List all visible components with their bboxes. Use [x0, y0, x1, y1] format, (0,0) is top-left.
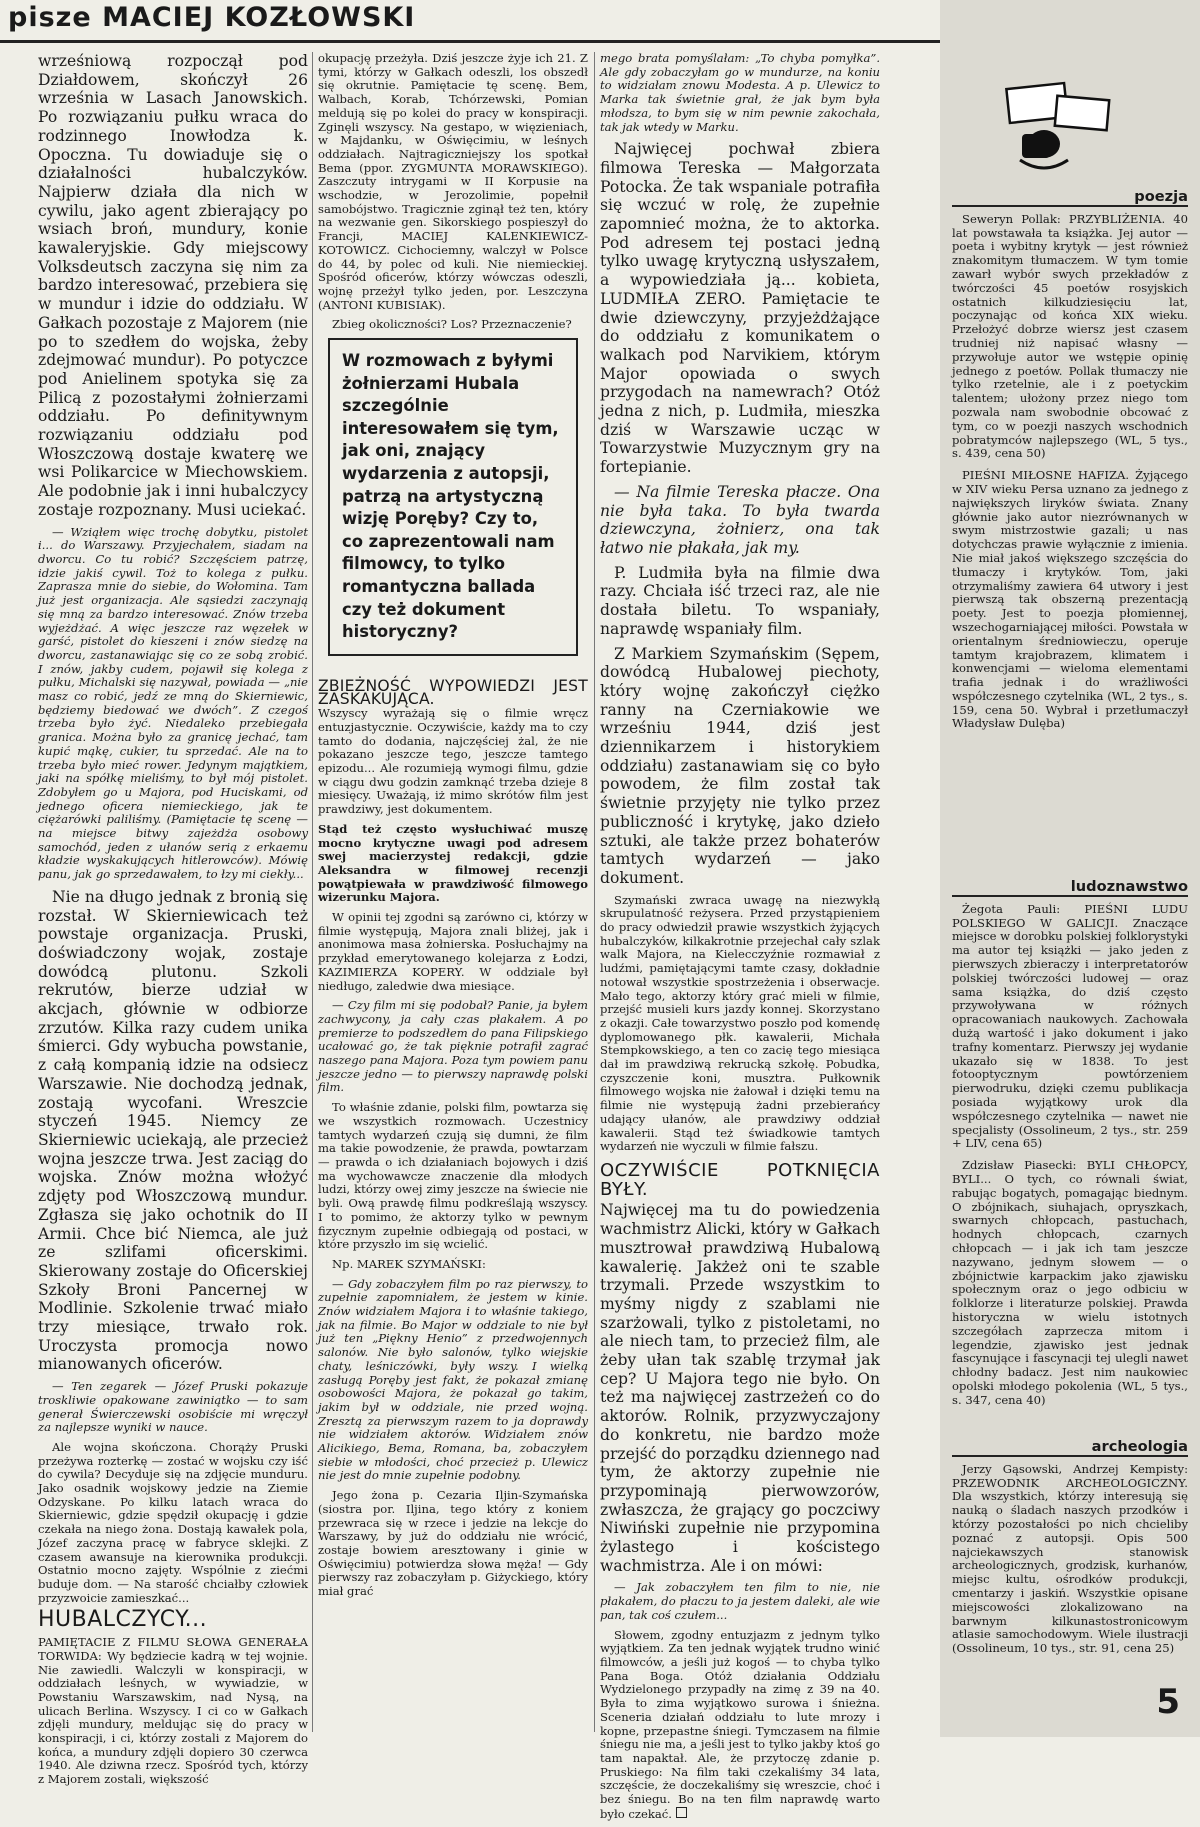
- review-item: PIEŚNI MIŁOSNE HAFIZA. Żyjącego w XIV wieku Persa uznano za jednego z największych liryków świata. Znany głównie jako autor niezrównanych w swym mistrzostwie gazali; u nas dotychczas prawie wyłącznie z imienia. Nie miał jakoś większego szczęścia do tłumaczy i krytyków. Tom, jaki otrzymaliśmy zawiera 64 utwory i jest pierwszą tak obszerną prezentacją poety. Jest to poezja płomiennej, wszechogarniającej miłości. Powstała w orientalnym średniowieczu, operuje tamtym krajobrazem, klimatem i konwencjami — wieloma elementami trafia jednak i do wrażliwości współczesnego czytelnika (WL, 2 tys., s. 159, cena 50. Wybrał i przetłumaczył Władysław Dulęba): [952, 468, 1188, 731]
- review-item: Żegota Pauli: PIEŚNI LUDU POLSKIEGO W GALICJI. Znaczące miejsce w dorobku polskiej folklorystyki ma autor tej książki — jako jeden z pierwszych zbieraczy i interpretatorów polskiej twórczości ludowej — oraz sama książka, do dziś często przywoływana w różnych opracowaniach naukowych. Zachowała dużą wartość i jako dokument i jako trafny komentarz. Pierwszy jej wydanie ukazało się w 1838. To jest fotooptycznym powtórzeniem pierwodruku, dzięki czemu publikacja posiada wyjątkowy urok dla współczesnego czytelnika — nawet nie specjalisty (Ossolineum, 2 tys., str. 259 + LIV, cena 65): [952, 901, 1188, 1151]
- review-section-folklore: [952, 880, 1188, 1415]
- paragraph: Ale wojna skończona. Chorąży Pruski przeżywa rozterkę — zostać w wojsku czy iść do cywila? Decyduje się na zdjęcie munduru. Jako osadnik wojskowy jedzie na Ziemie Odzyskane. Po kilku latach wraca do Skierniewic, gdzie spędził okupację i gdzie czekała na niego żona. Dostają kawałek pola, Józef zaczyna pracę w fabryce sklejki. Z czasem awansuje na kierownika produkcji. Ostatnio mocno zajęty. Wspólnie z ziećmi buduje dom. — Na starość chciałby człowiek przyzwoicie zamieszkać...: [38, 1439, 308, 1605]
- section-heading: HUBALCZYCY...: [38, 1607, 208, 1633]
- paragraph: Szymański zwraca uwagę na niezwykłą skrupulatność reżysera. Przed przystąpieniem do pracy odwiedził prawie wszystkich żyjących hubalczyków, kilkakrotnie przejechał cały szlak walk Majora, na Kielecczyźnie rozmawiał z ludźmi, pamiętającymi tamte czasy, dokładnie notował wszystkie spostrzeżenia i obserwacje. Mało tego, aktorzy który grać mieli w filmie, przejść musieli kurs jazdy konnej. Skorzystano z okazji. Całe towarzystwo poszło pod komendę dyplomowanego płk. kawalerii, Michała Stempkowskiego, a ten co zacię tego miesiąca dał im prawdziwą rekrucką szkołę. Pobudka, czyszczenie koni, musztra. Pułkownik filmowego wojska nie żałował i dzięki temu na filmie nie występują żadni przebierańcy udający ułanów, ale prawdziwy oddział kawalerii. Stąd też świadkowie tamtych wydarzeń nie wyczuli w filmie fałszu.: [600, 892, 880, 1154]
- review-section-archaeology: [952, 1440, 1188, 1664]
- end-of-article-mark: [676, 1807, 687, 1818]
- pull-quote-box: W rozmowach z byłymi żołnierzami Hubala szczególnie interesowałem się tym, jak oni, znający wydarzenia z autopsji, patrzą na artystyczną wizję Poręby? Czy to, co zaprezentowali nam filmowcy, to tylko romantyczna ballada czy też dokument historyczny?: [328, 338, 578, 656]
- paragraph: Najwięcej pochwał zbiera filmowa Tereska — Małgorzata Potocka. Że tak wspaniale potrafiła się wczuć w rolę, że zupełnie zapomnieć można, że to aktorka. Pod adresem tej postaci jedną tylko uwagę krytyczną usłyszałem, a wypowiedziała ją... kobieta, LUDMIŁA ZERO. Pamiętacie te dwie dziewczyny, przyjeżdżające do oddziału z komunikatem o walkach pod Narvikiem, którym Major opowiada o swych przygodach na namewrach? Otóż jedna z nich, p. Ludmiła, mieszka dziś w Warszawie ucząc w Towarzystwie Muzycznym gry na fortepianie.: [600, 140, 880, 477]
- quote-paragraph: — Na filmie Tereska płacze. Ona nie była taka. To była twarda dziewczyna, żołnierz, ona tak łatwo nie płakała, jak my.: [600, 482, 880, 557]
- section-heading: ZBIEŻNOŚĆ WYPOWIEDZI JEST ZASKAKUJĄCA.: [318, 676, 588, 709]
- section-heading: OCZYWIŚCIE POTKNIĘCIA BYŁY.: [600, 1160, 880, 1200]
- article-column-1: [38, 52, 308, 1793]
- paragraph: Np. MAREK SZYMAŃSKI:: [332, 1256, 486, 1271]
- section-title: archeologia: [952, 1440, 1188, 1457]
- paragraph: W opinii tej zgodni są zarówno ci, którzy w filmie występują, Majora znali bliżej, jak i anonimowa masa żołnierska. Posłuchajmy na przykład emerytowanego kolejarza z Łodzi, KAZIMIERZA KOPERY. W oddziale był niedługo, zaledwie dwa miesiące.: [318, 910, 588, 993]
- paragraph: [600, 1629, 880, 1822]
- paragraph: PAMIĘTACIE Z FILMU SŁOWA GENERAŁA TORWIDA: Wy będziecie kadrą w tej wojnie. Nie zawiedli. Walczyli w konspiracji, w oddziałach leśnych, w wywiadzie, w Powstaniu Warszawskim, nad Nysą, na ulicach Berlina. Wszyscy. I ci co w Gałkach zdjęli mundury, meldując się do pracy w konspiracji, i ci, którzy zostali z Majorem do końca, a mundury zdjęli dopiero 30 czerwca 1940. Ale dziwna rzecz. Spośród tych, którzy z Majorem zostali, większość: [38, 1635, 308, 1787]
- paragraph: Z Markiem Szymańskim (Sępem, dowódcą Hubalowej piechoty, który wojnę zakończył ciężko ranny na Czerniakowie we wrześniu 1944, dziś jest dziennikarzem i historykiem oddziału) zastanawiam się co było powodem, że film został tak świetnie przyjęty nie tylko przez publiczność i krytykę, jako dzieło sztuki, ale także przez bohaterów tamtych wydarzeń — jako dokument.: [600, 644, 880, 887]
- paragraph: Nie na długo jednak z bronią się rozstał. W Skierniewicach też powstaje organizacja. Pruski, doświadczony wojak, zostaje dowódcą plutonu. Szkoli rekrutów, bierze udział w akcjach, głównie w odbiorze zrzutów. Kilka razy cudem unika śmierci. Gdy wybucha powstanie, z całą kompanią idzie na odsiecz Warszawie. Nie dochodzą jednak, zostają wycofani. Wreszcie styczeń 1945. Niemcy ze Skierniewic uciekają, ale przecież wojna jeszcze trwa. Jest zaciąg do wojska. Znów można włożyć zdjęty pod Włoszczową mundur. Zgłasza się jako ochotnik do II Armii. Chce bić Niemca, ale już ze szlifami oficerskimi. Skierowany zostaje do Oficerskiej Szkoły Broni Pancernej w Modlinie. Szkolenie trwać miało trzy miesiące, trwało rok. Uroczysta promocja nowo mianowanych oficerów.: [38, 887, 308, 1374]
- review-item: Zdzisław Piasecki: BYLI CHŁOPCY, BYLI... O tych, co równali świat, rabując bogatych, pomagając biednym. O zbójnikach, siuhajach, opryszkach, swarnych chłopcach, pastuchach, hodnych chłopcach, czarnych chłopcach — i jak ich tam jeszcze nazywano, jednym słowem — o zbójnictwie karpackim jako zjawisku społecznym oraz o jego odbiciu w folklorze i literaturze polskiej. Prawda historyczna w wielu istotnych szczegółach zaprzecza mitom i legendzie, zjawisko jest jednak fascynujące i fascynacji tej ulegli nawet chłodny badacz. Jest nim naukowiec opolski młodego pokolenia (WL, 5 tys., s. 347, cena 40): [952, 1158, 1188, 1407]
- quote-paragraph: — Wziąłem więc trochę dobytku, pistolet i... do Warszawy. Przyjechałem, siadam na dworcu. Co tu robić? Szczęściem patrzę, idzie jakiś cywil. Toż to kolega z pułku. Zaprasza mnie do siebie, do Wołomina. Tam już jest organizacja. Ale sąsiedzi zaczynają się mną za bardzo interesować. Znów trzeba wyjeżdżać. A więc jeszcze raz węzełek w garść, pistolet do kieszeni i znów siedzę na dworcu, zastanawiając się co ze sobą zrobić. I znów, jakby cudem, pojawił się kolega z pułku, Michalski się nazywał, powiada — „nie masz co robić, jedź ze mną do Skierniewic, będziemy biedować we dwóch”. Z czegoś trzeba było żyć. Niedaleko przebiegała granica. Można było za granicę jechać, tam kupić mąkę, cukier, tu sprzedać. Ale na to trzeba było mieć rower. Jedynym majątkiem, jaki na spółkę mieliśmy, to był mój pistolet. Zdobyłem go u Majora, pod Huciskami, od jednego oficera niemieckiego, jak te ciężarówki paliliśmy. (Pamiętacie tę scenę — na miejsce bitwy zajeżdża osobowy samochód, jeden z ułanów serią z erkaemu kładzie wyskakujących hitlerowców). Mówię panu, jak go sprzedawałem, to łzy mi ciekły...: [38, 524, 308, 882]
- column-divider: [312, 52, 313, 1732]
- czytac-logo: [1000, 78, 1120, 178]
- quote-paragraph: — Gdy zobaczyłem film po raz pierwszy, to zupełnie zapomniałem, że jestem w kinie. Znów widziałem Majora i to właśnie takiego, jak na filmie. Bo Major w oddziale to nie był już ten „Piękny Henio” z przedwojennych salonów. Nie było salonów, tylko wiejskie chaty, leśniczówki, były wszy. I wielką zasługą Poręby jest fakt, że pokazał zmianę osobowości Majora, że pokazał go takim, jakim był w oddziale, nie przed wojną. Zresztą za pierwszym razem to ja doprawdy nie widziałem aktorów. Widziałem znów Alicikiego, Bema, Romana, ba, zobaczyłem siebie w młodości, choć przecież p. Ulewicz nie jest do mnie zupełnie podobny.: [318, 1276, 588, 1483]
- reader-illustration-icon: [1000, 78, 1120, 178]
- bold-paragraph: Stąd też często wysłuchiwać muszę mocno krytyczne uwagi pod adresem swej macierzystej redakcji, gdzie Aleksandra w filmowej recenzji powątpiewała w prawdziwość filmowego wizerunku Majora.: [318, 821, 588, 905]
- review-item: Seweryn Pollak: PRZYBLIŻENIA. 40 lat powstawała ta książka. Jej autor — poeta i wybitny krytyk — jest również znakomitym tłumaczem. W tym tomie zawarł wybór swych przekładów z twórczości 45 poetów rosyjskich ostatnich kilkudziesięciu lat, poczynając od końca XIX wieku. Przełożyć dobrze wiersz jest czasem trudniej niż napisać własny — przywołuje autor we wstępie opinię jednego z poetów. Pollak tłumaczy nie tylko rzetelnie, ale i z poetyckim talentem; ułożony przez niego tom pozwala nam swobodnie obcować z tym, co w poezji naszych wschodnich pobratymców najlepszego (WL, 5 tys., s. 439, cena 50): [952, 211, 1188, 461]
- review-item: Jerzy Gąsowski, Andrzej Kempisty: PRZEWODNIK ARCHEOLOGICZNY. Dla wszystkich, którzy interesują się nauką o śladach naszych przodków i którzy pozostałości po nich chcieliby poznać z autopsji. Opis 500 najciekawszych stanowisk archeologicznych, grodzisk, kurhanów, miejsc kultu, ośrodków produkcji, cmentarzy i jaskiń. Wszystkie opisane miejscowości zlokalizowano na barwnym kilkunastostronicowym atlasie samochodowym. Wiele ilustracji (Ossolineum, 10 tys., str. 91, cena 25): [952, 1461, 1188, 1656]
- column-divider: [594, 52, 595, 1732]
- quote-paragraph: mego brata pomyślałam: „To chyba pomyłka”. Ale gdy zobaczyłam go w mundurze, na koniu to widziałam znowu Modesta. A p. Ulewicz to Marka tak świetnie grał, że jak bym była młodsza, to bym się w nim pewnie zakochała, tak jak wtedy w Marku.: [600, 51, 880, 134]
- paragraph: wrześniową rozpoczął pod Działdowem, skończył 26 września w Lasach Janowskich. Po rozwiązaniu pułku wraca do rodzinnego Inowłodza k. Opoczna. Tu dowiaduje się o działalności hubalczyków. Najpierw działa dla nich w cywilu, jako agent zbierający po wsiach broń, mundury, konie kawaleryjskie. Gdy miejscowy Volksdeutsch zaczyna się nim za bardzo interesować, przebiera się w mundur i idzie do oddziału. W Gałkach pozostaje z Majorem (nie po to szedłem do wojska, żeby zdejmować mundur). Po potyczce pod Anielinem spotyka się za Pilicą z pozostałymi żołnierzami oddziału. Po definitywnym rozwiązaniu oddziału pod Włoszczową dostaje kwaterę we wsi Polikarcice w Miechowskiem. Ale podobnie jak i inni hubalczycy zostaje rozpoznany. Musi uciekać.: [38, 52, 308, 519]
- paragraph: Zbieg okoliczności? Los? Przeznaczenie?: [332, 317, 572, 332]
- paragraph: Najwięcej ma tu do powiedzenia wachmistrz Alicki, który w Gałkach musztrował prawdziwą Hubalową kawalerię. Jakżeż oni te szable trzymali. Przede wszystkim to myśmy nigdy z szablami nie szarżowali, tylko z pistoletami, no ale niech tam, to przecież film, ale żeby ułan tak szablę trzymał jak cep? U Majora tego nie było. On też ma najwięcej zastrzeżeń co do aktorów. Rolnik, przyzwyczajony do konkretu, nie bardzo może przejść do porządku dziennego nad tym, że aktorzy zupełnie nie przypominają pierwowzorów, zwłaszcza, że grający go poczciwy Niwiński zupełnie nie przypomina żylastego i kościstego wachmistrza. Ale i on mówi:: [600, 1201, 880, 1575]
- review-section-poetry: [952, 190, 1188, 739]
- paragraph: okupację przeżyła. Dziś jeszcze żyje ich 21. Z tymi, którzy w Gałkach odeszli, los obszedł się okrutnie. Pamiętacie tę scenę. Bem, Walbach, Korab, Tchórzewski, Pomian meldują się po kolei do pracy w konspiracji. Zginęli wszyscy. Na gestapo, w więzieniach, w Majdanku, w Oświęcimiu, w leśnych oddziałach. Najtragiczniejszy los spotkał Bema (ppor. ZYGMUNTA MORAWSKIEGO). Zaszczuty intrygami w II Korpusie na wschodzie, w Jerozolimie, popełnił samobójstwo. Tragicznie zginął też ten, który na wezwanie gen. Sikorskiego pospieszył do Francji, MACIEJ KALENKIEWICZ-KOTOWICZ. Cichociemny, walczył w Polsce do 44, by polec od kuli. Nie niemieckiej. Spośród oficerów, którzy wówczas odeszli, wojnę przeżył tylko jeden, por. Leszczyna (ANTONI KUBISIAK).: [318, 51, 588, 312]
- article-column-2: [318, 52, 588, 1605]
- quote-paragraph: — Czy film mi się podobał? Panie, ja byłem zachwycony, ja cały czas płakałem. A po premierze to podszedłem do pana Filipskiego ucałować go, że tak pięknie potrafił zagrać naszego pana Majora. Poza tym powiem panu jeszcze jedno — to pierwszy naprawdę polski film.: [318, 998, 588, 1095]
- paragraph: Jego żona p. Cezaria Iljin-Szymańska (siostra por. Iljina, tego który z koniem przewraca się w rzece i jedzie na lekcje do Warszawy, by już do oddziału nie wrócić, zostaje bowiem aresztowany i ginie w Oświęcimiu) potwierdza słowa męża! — Gdy pierwszy raz zobaczyłam p. Giżyckiego, który miał grać: [318, 1488, 588, 1599]
- paragraph: Wszyscy wyrażają się o filmie wręcz entuzjastycznie. Oczywiście, każdy ma to czy tamto do dodania, najczęściej żal, że nie pokazano jeszcze tego, jeszcze tamtego epizodu... Ale rozumieją wymogi filmu, gdzie w ciągu dwu godzin zamknąć trzeba dzieje 8 miesięcy. Uważają, iż mimo skrótów film jest prawdziwy, jest dokumentem.: [318, 706, 588, 817]
- review-sidebar: [940, 0, 1200, 1737]
- article-header: [0, 0, 940, 43]
- section-title: poezja: [952, 190, 1188, 207]
- paragraph: To właśnie zdanie, polski film, powtarza się we wszystkich rozmowach. Uczestnicy tamtych wydarzeń czują się dumni, że film ma takie powodzenie, że prawda, powtarzam — prawda o ich działaniach bojowych i dziś ma wychowawcze znaczenie dla młodych ludzi, którzy owej zimy jeszcze na świecie nie byli. Ową prawdę filmu podkreślają wszyscy. I to pomimo, że aktorzy tylko w pewnym fizycznym zupełnie odbiegają od postaci, w które przyszło im się wcielić.: [318, 1100, 588, 1252]
- section-title: ludoznawstwo: [952, 880, 1188, 897]
- paragraph: P. Ludmiła była na filmie dwa razy. Chciała iść trzeci raz, ale nie dostała biletu. To wspaniały, naprawdę wspaniały film.: [600, 563, 880, 638]
- paragraph-text: Słowem, zgodny entuzjazm z jednym tylko wyjątkiem. Za ten jednak wyjątek trudno winić filmowców, a jeśli już kogoś — to chyba tylko Pana Boga. Otóż działania Oddziału Wydzielonego przypadły na zimę z 39 na 40. Była to zima wyjątkowo surowa i śnieżna. Sceneria działań oddziału to lute mrozy i kopne, przepastne śniegi. Tymczasem na filmie śniegu nie ma, a jeśli jest to tylko jakby ktoś go tam napaktał. Ale, że przytoczę zdanie p. Pruskiego: Na film taki czekaliśmy 34 lata, szczęście, że doczekaliśmy się wreszcie, choć i bez śniegu. Bo na ten film naprawdę warto było czekać.: [600, 1627, 880, 1821]
- article-column-3: [600, 52, 880, 1827]
- quote-paragraph: — Ten zegarek — Józef Pruski pokazuje troskliwie opakowane zawiniątko — to sam generał Świerczewski osobiście mi wręczył za najlepsze wyniki w nauce.: [38, 1379, 308, 1435]
- quote-paragraph: — Jak zobaczyłem ten film to nie, nie płakałem, do płaczu to ja jestem daleki, ale wie pan, tak coś czułem...: [600, 1580, 880, 1622]
- page-number: 5: [1156, 1682, 1180, 1722]
- byline: pisze MACIEJ KOZŁOWSKI: [8, 2, 416, 33]
